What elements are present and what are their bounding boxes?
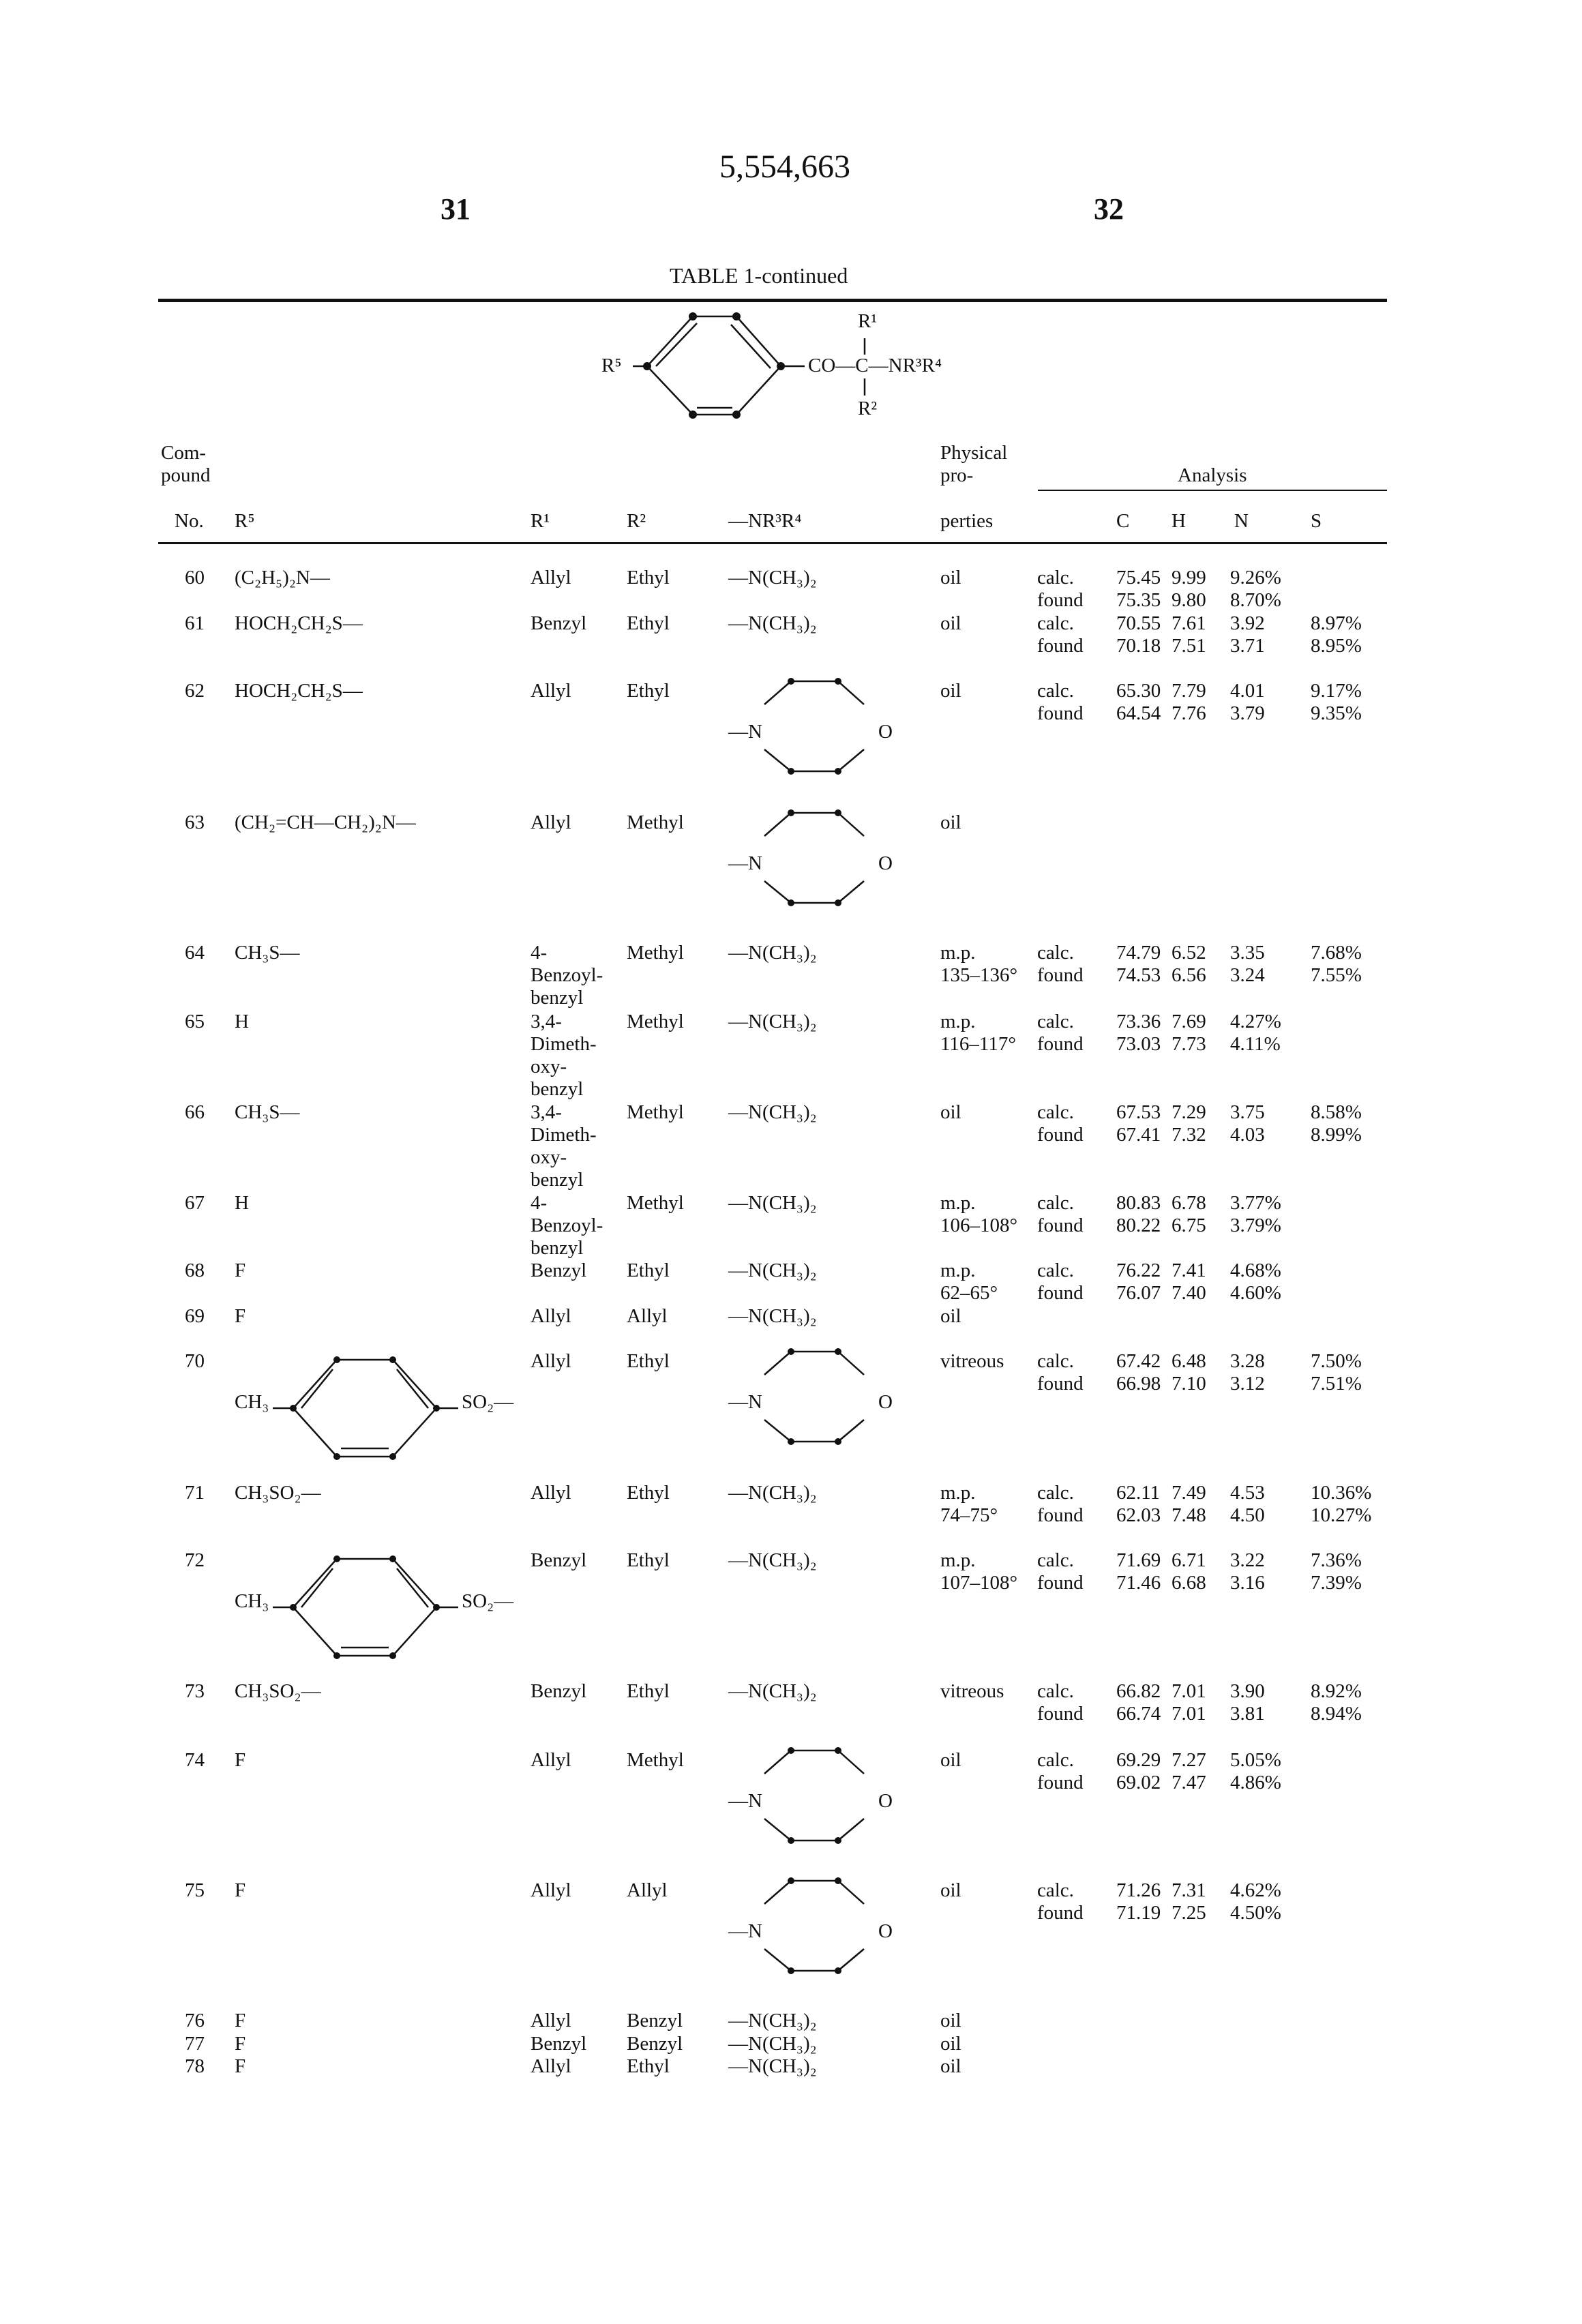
calc-c-value: 71.69	[1116, 1549, 1161, 1572]
structure-r2-label: R²	[858, 398, 877, 420]
r2-substituent: Ethyl	[627, 680, 670, 702]
physical-property: oil	[940, 2033, 961, 2055]
found-label: found	[1037, 1902, 1084, 1924]
analysis-rule	[1038, 490, 1387, 491]
r5-ring-right-label: SO₂—	[462, 1590, 513, 1613]
calc-h-value: 6.71	[1171, 1549, 1206, 1572]
found-c-value: 80.22	[1116, 1215, 1161, 1237]
calc-label: calc.	[1037, 942, 1074, 964]
r2-substituent: Benzyl	[627, 2010, 683, 2032]
calc-label: calc.	[1037, 1011, 1074, 1033]
r2-substituent: Methyl	[627, 942, 684, 964]
header-compound-no: No.	[175, 510, 204, 533]
header-analysis: Analysis	[1178, 464, 1247, 487]
found-n-value: 3.79%	[1230, 1215, 1281, 1237]
compound-number: 75	[185, 1879, 205, 1902]
r2-substituent: Ethyl	[627, 612, 670, 635]
header-h: H	[1171, 510, 1186, 533]
found-h-value: 9.80	[1171, 589, 1206, 612]
header-r2: R²	[627, 510, 646, 533]
found-h-value: 7.01	[1171, 1703, 1206, 1725]
found-s-value: 8.95%	[1311, 635, 1362, 657]
calc-h-value: 7.49	[1171, 1482, 1206, 1504]
found-label: found	[1037, 702, 1084, 725]
calc-n-value: 4.68%	[1230, 1260, 1281, 1282]
found-n-value: 4.60%	[1230, 1282, 1281, 1305]
found-n-value: 3.16	[1230, 1572, 1265, 1594]
r5-substituent: (C₂H₅)₂N—	[235, 567, 330, 589]
r1-substituent: Benzoyl-	[531, 1215, 603, 1237]
found-s-value: 8.99%	[1311, 1124, 1362, 1146]
r1-substituent: Allyl	[531, 2055, 571, 2078]
r1-substituent: 3,4-	[531, 1011, 562, 1033]
found-c-value: 76.07	[1116, 1282, 1161, 1305]
calc-s-value: 7.50%	[1311, 1350, 1362, 1373]
nr3r4-group: —N(CH₃)₂	[728, 1482, 817, 1504]
r1-substituent: Allyl	[531, 1879, 571, 1902]
header-compound-2: pound	[161, 464, 211, 487]
found-h-value: 7.73	[1171, 1033, 1206, 1056]
compound-number: 72	[185, 1549, 205, 1572]
physical-property: m.p.	[940, 1260, 976, 1282]
found-h-value: 6.68	[1171, 1572, 1206, 1594]
calc-n-value: 3.35	[1230, 942, 1265, 964]
physical-property: oil	[940, 1749, 961, 1772]
found-s-value: 9.35%	[1311, 702, 1362, 725]
physical-property: 135–136°	[940, 964, 1017, 987]
found-s-value: 7.55%	[1311, 964, 1362, 987]
calc-h-value: 6.48	[1171, 1350, 1206, 1373]
compound-number: 62	[185, 680, 205, 702]
morpholine-o-label: O	[878, 1920, 893, 1943]
found-label: found	[1037, 964, 1084, 987]
physical-property: oil	[940, 1305, 961, 1328]
physical-property: oil	[940, 567, 961, 589]
calc-label: calc.	[1037, 1680, 1074, 1703]
header-n: N	[1234, 510, 1249, 533]
compound-number: 66	[185, 1101, 205, 1124]
r1-substituent: Benzyl	[531, 1680, 586, 1703]
found-c-value: 66.74	[1116, 1703, 1161, 1725]
physical-property: 62–65°	[940, 1282, 998, 1305]
r5-substituent: F	[235, 2010, 245, 2032]
found-n-value: 4.50%	[1230, 1902, 1281, 1924]
found-h-value: 7.47	[1171, 1772, 1206, 1794]
compound-number: 69	[185, 1305, 205, 1328]
found-h-value: 7.40	[1171, 1282, 1206, 1305]
calc-h-value: 9.99	[1171, 567, 1206, 589]
morpholine-n-label: —N	[728, 1790, 762, 1813]
physical-property: oil	[940, 1101, 961, 1124]
calc-n-value: 5.05%	[1230, 1749, 1281, 1772]
r2-substituent: Ethyl	[627, 1260, 670, 1282]
r1-substituent: Benzyl	[531, 612, 586, 635]
r5-substituent: F	[235, 1305, 245, 1328]
calc-n-value: 3.77%	[1230, 1192, 1281, 1215]
nr3r4-group: —N(CH₃)₂	[728, 942, 817, 964]
r5-substituent: (CH₂=CH—CH₂)₂N—	[235, 811, 416, 834]
calc-h-value: 7.27	[1171, 1749, 1206, 1772]
calc-label: calc.	[1037, 1879, 1074, 1902]
calc-n-value: 3.75	[1230, 1101, 1265, 1124]
calc-c-value: 66.82	[1116, 1680, 1161, 1703]
calc-s-value: 8.58%	[1311, 1101, 1362, 1124]
r2-substituent: Ethyl	[627, 2055, 670, 2078]
found-c-value: 66.98	[1116, 1373, 1161, 1395]
r1-substituent: 3,4-	[531, 1101, 562, 1124]
table-title: TABLE 1-continued	[670, 265, 848, 287]
patent-number: 5,554,663	[719, 155, 850, 178]
r5-ring-left-label: CH₃	[235, 1391, 269, 1414]
header-c: C	[1116, 510, 1129, 533]
found-label: found	[1037, 1215, 1084, 1237]
physical-property: oil	[940, 680, 961, 702]
found-label: found	[1037, 1572, 1084, 1594]
found-n-value: 4.03	[1230, 1124, 1265, 1146]
r5-substituent: F	[235, 1879, 245, 1902]
r1-substituent: Benzyl	[531, 1549, 586, 1572]
found-n-value: 3.12	[1230, 1373, 1265, 1395]
calc-label: calc.	[1037, 1549, 1074, 1572]
r1-substituent: Dimeth-	[531, 1033, 597, 1056]
physical-property: m.p.	[940, 1011, 976, 1033]
compound-number: 68	[185, 1260, 205, 1282]
r2-substituent: Methyl	[627, 1011, 684, 1033]
calc-c-value: 69.29	[1116, 1749, 1161, 1772]
calc-c-value: 67.42	[1116, 1350, 1161, 1373]
r2-substituent: Methyl	[627, 1101, 684, 1124]
header-physical-3: perties	[940, 510, 993, 533]
calc-label: calc.	[1037, 1101, 1074, 1124]
r5-ring-right-label: SO₂—	[462, 1391, 513, 1414]
calc-s-value: 7.36%	[1311, 1549, 1362, 1572]
calc-h-value: 7.41	[1171, 1260, 1206, 1282]
compound-number: 78	[185, 2055, 205, 2078]
found-h-value: 7.10	[1171, 1373, 1206, 1395]
r1-substituent: Benzoyl-	[531, 964, 603, 987]
compound-number: 70	[185, 1350, 205, 1373]
r2-substituent: Ethyl	[627, 1549, 670, 1572]
found-label: found	[1037, 1772, 1084, 1794]
r1-substituent: oxy-	[531, 1146, 567, 1169]
r1-substituent: Benzyl	[531, 1260, 586, 1282]
r1-substituent: Allyl	[531, 1305, 571, 1328]
found-h-value: 7.32	[1171, 1124, 1206, 1146]
physical-property: oil	[940, 1879, 961, 1902]
r1-substituent: benzyl	[531, 987, 583, 1009]
found-c-value: 69.02	[1116, 1772, 1161, 1794]
r1-substituent: Allyl	[531, 680, 571, 702]
compound-number: 64	[185, 942, 205, 964]
r5-substituent: H	[235, 1011, 249, 1033]
calc-label: calc.	[1037, 1260, 1074, 1282]
physical-property: oil	[940, 2010, 961, 2032]
found-c-value: 73.03	[1116, 1033, 1161, 1056]
r1-substituent: oxy-	[531, 1056, 567, 1078]
found-label: found	[1037, 589, 1084, 612]
compound-number: 65	[185, 1011, 205, 1033]
r1-substituent: benzyl	[531, 1078, 583, 1101]
structure-r5-label: R⁵	[601, 355, 621, 377]
physical-property: m.p.	[940, 942, 976, 964]
physical-property: 107–108°	[940, 1572, 1017, 1594]
calc-c-value: 70.55	[1116, 612, 1161, 635]
morpholine-n-label: —N	[728, 852, 762, 875]
calc-n-value: 3.90	[1230, 1680, 1265, 1703]
calc-h-value: 7.31	[1171, 1879, 1206, 1902]
column-number-left: 31	[441, 198, 471, 220]
found-label: found	[1037, 635, 1084, 657]
compound-number: 67	[185, 1192, 205, 1215]
calc-h-value: 7.69	[1171, 1011, 1206, 1033]
physical-property: vitreous	[940, 1680, 1004, 1703]
found-c-value: 71.19	[1116, 1902, 1161, 1924]
calc-label: calc.	[1037, 567, 1074, 589]
calc-s-value: 7.68%	[1311, 942, 1362, 964]
calc-s-value: 10.36%	[1311, 1482, 1371, 1504]
calc-h-value: 6.78	[1171, 1192, 1206, 1215]
r5-ring-left-label: CH₃	[235, 1590, 269, 1613]
header-r5: R⁵	[235, 510, 254, 533]
found-s-value: 7.39%	[1311, 1572, 1362, 1594]
general-structure-diagram	[0, 0, 1582, 2324]
table-top-rule	[158, 299, 1387, 302]
nr3r4-group: —N(CH₃)₂	[728, 1011, 817, 1033]
nr3r4-group: —N(CH₃)₂	[728, 1101, 817, 1124]
calc-n-value: 4.01	[1230, 680, 1265, 702]
found-s-value: 10.27%	[1311, 1504, 1371, 1527]
header-bottom-rule	[158, 542, 1387, 544]
calc-c-value: 71.26	[1116, 1879, 1161, 1902]
found-label: found	[1037, 1703, 1084, 1725]
calc-label: calc.	[1037, 1350, 1074, 1373]
r5-substituent: CH₃S—	[235, 1101, 300, 1124]
morpholine-o-label: O	[878, 852, 893, 875]
calc-label: calc.	[1037, 1482, 1074, 1504]
found-h-value: 7.51	[1171, 635, 1206, 657]
r1-substituent: benzyl	[531, 1237, 583, 1260]
found-c-value: 74.53	[1116, 964, 1161, 987]
found-n-value: 3.24	[1230, 964, 1265, 987]
r2-substituent: Ethyl	[627, 567, 670, 589]
r1-substituent: Dimeth-	[531, 1124, 597, 1146]
found-n-value: 3.71	[1230, 635, 1265, 657]
found-c-value: 62.03	[1116, 1504, 1161, 1527]
calc-s-value: 8.97%	[1311, 612, 1362, 635]
r1-substituent: Allyl	[531, 2010, 571, 2032]
r1-substituent: 4-	[531, 1192, 547, 1215]
found-n-value: 8.70%	[1230, 589, 1281, 612]
r5-substituent: HOCH₂CH₂S—	[235, 680, 363, 702]
header-physical-2: pro-	[940, 464, 973, 487]
calc-h-value: 7.01	[1171, 1680, 1206, 1703]
found-h-value: 6.56	[1171, 964, 1206, 987]
nr3r4-group: —N(CH₃)₂	[728, 567, 817, 589]
nr3r4-group: —N(CH₃)₂	[728, 612, 817, 635]
header-nr3r4: —NR³R⁴	[728, 510, 801, 533]
r5-substituent: F	[235, 1749, 245, 1772]
calc-c-value: 62.11	[1116, 1482, 1160, 1504]
nr3r4-group: —N(CH₃)₂	[728, 1192, 817, 1215]
found-s-value: 7.51%	[1311, 1373, 1362, 1395]
r5-substituent: F	[235, 2055, 245, 2078]
r2-substituent: Ethyl	[627, 1482, 670, 1504]
structure-r1-label: R¹	[858, 310, 877, 333]
compound-number: 73	[185, 1680, 205, 1703]
physical-property: vitreous	[940, 1350, 1004, 1373]
morpholine-n-label: —N	[728, 721, 762, 743]
calc-h-value: 7.29	[1171, 1101, 1206, 1124]
physical-property: m.p.	[940, 1482, 976, 1504]
r1-substituent: Allyl	[531, 567, 571, 589]
found-h-value: 7.48	[1171, 1504, 1206, 1527]
calc-n-value: 3.28	[1230, 1350, 1265, 1373]
calc-c-value: 74.79	[1116, 942, 1161, 964]
compound-number: 76	[185, 2010, 205, 2032]
calc-n-value: 4.27%	[1230, 1011, 1281, 1033]
r5-substituent: CH₃S—	[235, 942, 300, 964]
calc-n-value: 4.53	[1230, 1482, 1265, 1504]
physical-property: 106–108°	[940, 1215, 1017, 1237]
found-h-value: 6.75	[1171, 1215, 1206, 1237]
compound-number: 74	[185, 1749, 205, 1772]
r2-substituent: Benzyl	[627, 2033, 683, 2055]
calc-c-value: 67.53	[1116, 1101, 1161, 1124]
calc-c-value: 80.83	[1116, 1192, 1161, 1215]
found-c-value: 70.18	[1116, 635, 1161, 657]
found-label: found	[1037, 1124, 1084, 1146]
r5-substituent: H	[235, 1192, 249, 1215]
r1-substituent: Allyl	[531, 1350, 571, 1373]
r2-substituent: Ethyl	[627, 1350, 670, 1373]
morpholine-o-label: O	[878, 721, 893, 743]
found-c-value: 71.46	[1116, 1572, 1161, 1594]
header-s: S	[1311, 510, 1322, 533]
compound-number: 77	[185, 2033, 205, 2055]
column-number-right: 32	[1094, 198, 1124, 220]
calc-s-value: 8.92%	[1311, 1680, 1362, 1703]
calc-n-value: 3.22	[1230, 1549, 1265, 1572]
calc-c-value: 75.45	[1116, 567, 1161, 589]
found-h-value: 7.76	[1171, 702, 1206, 725]
calc-c-value: 73.36	[1116, 1011, 1161, 1033]
physical-property: 74–75°	[940, 1504, 998, 1527]
calc-n-value: 3.92	[1230, 612, 1265, 635]
calc-h-value: 7.61	[1171, 612, 1206, 635]
r2-substituent: Ethyl	[627, 1680, 670, 1703]
r2-substituent: Methyl	[627, 1749, 684, 1772]
header-compound-1: Com-	[161, 442, 206, 464]
found-c-value: 75.35	[1116, 589, 1161, 612]
calc-c-value: 65.30	[1116, 680, 1161, 702]
r5-substituent: HOCH₂CH₂S—	[235, 612, 363, 635]
found-label: found	[1037, 1373, 1084, 1395]
morpholine-n-label: —N	[728, 1920, 762, 1943]
r2-substituent: Methyl	[627, 1192, 684, 1215]
physical-property: oil	[940, 2055, 961, 2078]
found-n-value: 4.50	[1230, 1504, 1265, 1527]
compound-number: 60	[185, 567, 205, 589]
r1-substituent: 4-	[531, 942, 547, 964]
r5-substituent: F	[235, 1260, 245, 1282]
r1-substituent: Allyl	[531, 1749, 571, 1772]
nr3r4-group: —N(CH₃)₂	[728, 1680, 817, 1703]
structure-chain-label: CO—C—NR³R⁴	[808, 355, 942, 377]
calc-h-value: 7.79	[1171, 680, 1206, 702]
r2-substituent: Allyl	[627, 1305, 668, 1328]
found-label: found	[1037, 1282, 1084, 1305]
r2-substituent: Allyl	[627, 1879, 668, 1902]
nr3r4-group: —N(CH₃)₂	[728, 1260, 817, 1282]
header-physical-1: Physical	[940, 442, 1007, 464]
nr3r4-group: —N(CH₃)₂	[728, 2010, 817, 2032]
found-n-value: 3.79	[1230, 702, 1265, 725]
nr3r4-group: —N(CH₃)₂	[728, 1305, 817, 1328]
r5-substituent: F	[235, 2033, 245, 2055]
calc-n-value: 4.62%	[1230, 1879, 1281, 1902]
calc-label: calc.	[1037, 1192, 1074, 1215]
physical-property: oil	[940, 612, 961, 635]
r1-substituent: Allyl	[531, 811, 571, 834]
calc-h-value: 6.52	[1171, 942, 1206, 964]
found-h-value: 7.25	[1171, 1902, 1206, 1924]
physical-property: 116–117°	[940, 1033, 1016, 1056]
r5-substituent: CH₃SO₂—	[235, 1680, 321, 1703]
header-r1: R¹	[531, 510, 550, 533]
found-c-value: 64.54	[1116, 702, 1161, 725]
r1-substituent: benzyl	[531, 1169, 583, 1191]
calc-label: calc.	[1037, 612, 1074, 635]
found-c-value: 67.41	[1116, 1124, 1161, 1146]
nr3r4-group: —N(CH₃)₂	[728, 2055, 817, 2078]
nr3r4-group: —N(CH₃)₂	[728, 2033, 817, 2055]
found-s-value: 8.94%	[1311, 1703, 1362, 1725]
r5-substituent: CH₃SO₂—	[235, 1482, 321, 1504]
r2-substituent: Methyl	[627, 811, 684, 834]
calc-c-value: 76.22	[1116, 1260, 1161, 1282]
calc-s-value: 9.17%	[1311, 680, 1362, 702]
found-n-value: 4.86%	[1230, 1772, 1281, 1794]
found-n-value: 3.81	[1230, 1703, 1265, 1725]
found-label: found	[1037, 1504, 1084, 1527]
physical-property: m.p.	[940, 1549, 976, 1572]
r1-substituent: Allyl	[531, 1482, 571, 1504]
nr3r4-group: —N(CH₃)₂	[728, 1549, 817, 1572]
physical-property: m.p.	[940, 1192, 976, 1215]
compound-number: 61	[185, 612, 205, 635]
morpholine-o-label: O	[878, 1790, 893, 1813]
r1-substituent: Benzyl	[531, 2033, 586, 2055]
calc-label: calc.	[1037, 1749, 1074, 1772]
found-n-value: 4.11%	[1230, 1033, 1281, 1056]
morpholine-n-label: —N	[728, 1391, 762, 1414]
morpholine-o-label: O	[878, 1391, 893, 1414]
physical-property: oil	[940, 811, 961, 834]
calc-label: calc.	[1037, 680, 1074, 702]
found-label: found	[1037, 1033, 1084, 1056]
compound-number: 63	[185, 811, 205, 834]
compound-number: 71	[185, 1482, 205, 1504]
calc-n-value: 9.26%	[1230, 567, 1281, 589]
